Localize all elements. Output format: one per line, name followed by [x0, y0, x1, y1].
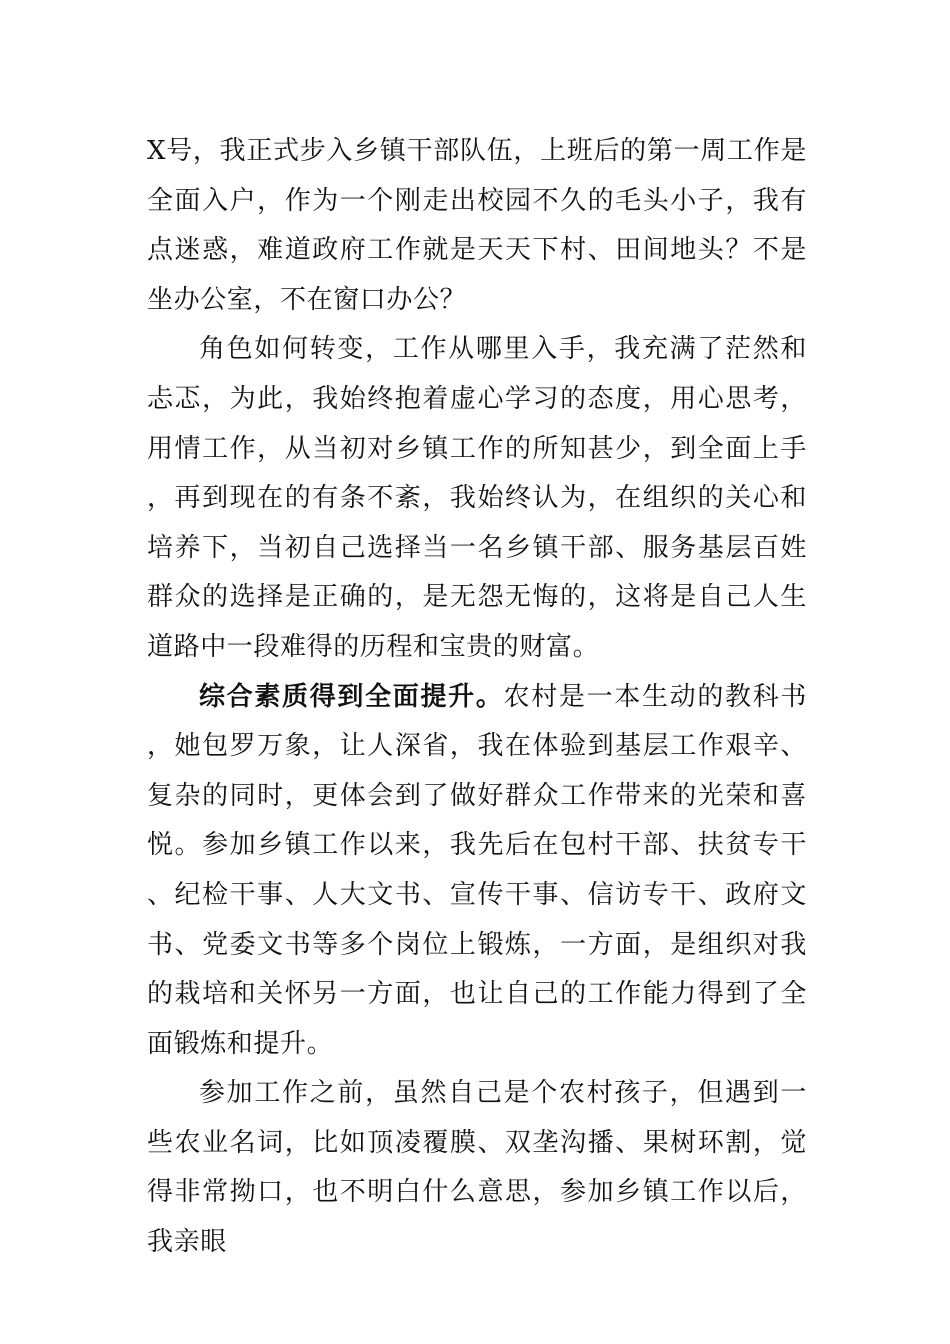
document-body — [147, 127, 807, 1268]
paragraph-3 — [147, 673, 807, 1070]
paragraph-1 — [147, 127, 807, 325]
paragraph-3-heading: 综合素质得到全面提升。 — [199, 681, 504, 712]
paragraph-2-text: 角色如何转变，工作从哪里入手，我充满了茫然和忐忑，为此，我始终抱着虚心学习的态度，用心思考，用情工作，从当初对乡镇工作的所知甚少，到全面上手，再到现在的有条不紊，我始终认为，在组织的关心和培养下，当初自己选择当一名乡镇干部、服务基层百姓群众的选择是正确的，是无怨无悔的，这将是自己人生道路中一段难得的历程和宝贵的财富。 — [147, 334, 807, 662]
paragraph-1-text: X号，我正式步入乡镇干部队伍，上班后的第一周工作是全面入户，作为一个刚走出校园不久的毛头小子，我有点迷惑，难道政府工作就是天天下村、田间地头？不是坐办公室，不在窗口办公？ — [147, 136, 807, 315]
paragraph-2 — [147, 325, 807, 672]
paragraph-4 — [147, 1069, 807, 1267]
paragraph-4-text: 参加工作之前，虽然自己是个农村孩子，但遇到一些农业名词，比如顶凌覆膜、双垄沟播、果树环割，觉得非常拗口，也不明白什么意思，参加乡镇工作以后，我亲眼 — [147, 1078, 807, 1258]
paragraph-3-text: 农村是一本生动的教科书，她包罗万象，让人深省，我在体验到基层工作艰辛、复杂的同时，更体会到了做好群众工作带来的光荣和喜悦。参加乡镇工作以来，我先后在包村干部、扶贫专干、纪检干事、人大文书、宣传干事、信访专干、政府文书、党委文书等多个岗位上锻炼，一方面，是组织对我的栽培和关怀另一方面，也让自己的工作能力得到了全面锻炼和提升。 — [147, 681, 807, 1059]
